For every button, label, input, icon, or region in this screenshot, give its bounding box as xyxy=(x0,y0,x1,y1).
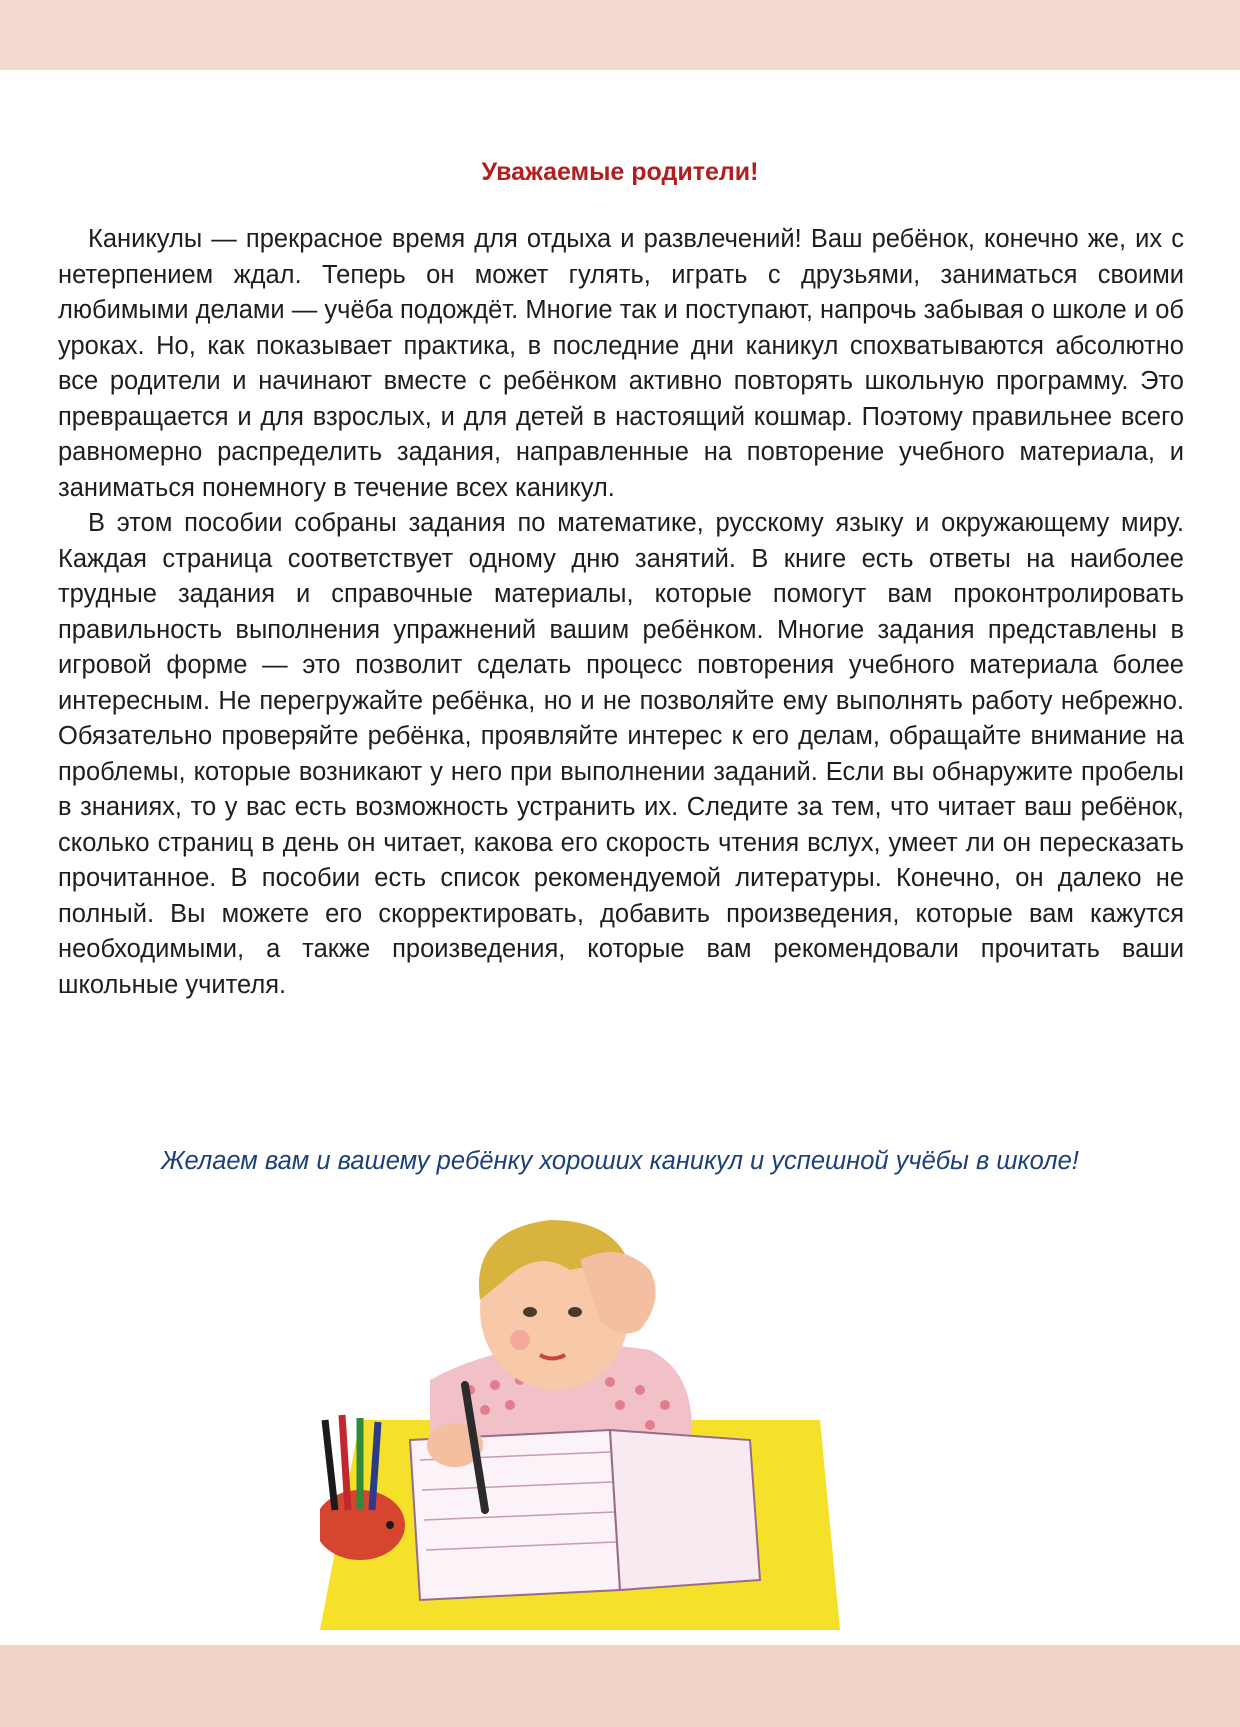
paragraph-1: Каникулы — прекрасное время для отдыха и развлечений! Ваш ребёнок, конечно же, их с нетерпением ждал. Теперь он может гулять, играть с друзьями, заниматься своими любимыми делами — учёба подождёт. Многие так и поступают, напрочь забывая о школе и об уроках. Но, как показывает практика, в последние дни каникул спохватываются абсолютно все родители и начинают вместе с ребёнком активно повторять школьную программу. Это превращается и для взрослых, и для детей в настоящий кошмар. Поэтому правильнее всего равномерно распределить задания, направленные на повторение учебного материала, и заниматься понемногу в течение всех каникул. xyxy=(58,225,1184,502)
pencil xyxy=(325,1420,335,1510)
paragraph-2: В этом пособии собраны задания по математике, русскому языку и окружающему миру. Каждая страница соответствует одному дню занятий. В книге есть ответы на наиболее трудные задания и справочные материалы, которые помогут вам проконтролировать правильность выполнения упражнений вашим ребёнком. Многие задания представлены в игровой форме — это позволит сделать процесс повторения учебного материала более интересным. Не перегружайте ребёнка, но и не позволяйте ему выполнять работу небрежно. Обязательно проверяйте ребёнка, проявляйте интерес к его делам, обращайте внимание на проблемы, которые возникают у него при выполнении заданий. Если вы обнаружите пробелы в знаниях, то у вас есть возможность устранить их. Следите за тем, что читает ваш ребёнок, сколько страниц в день он читает, какова его скорость чтения вслух, умеет ли он пересказать прочитанное. В пособии есть список рекомендуемой литературы. Конечно, он далеко не полный. Вы можете его скорректировать, добавить произведения, которые вам кажутся необходимыми, а также произведения, которые вам рекомендовали прочитать ваши школьные учителя. xyxy=(58,509,1184,999)
page-title: Уважаемые родители! xyxy=(481,158,759,186)
page-bottom-margin xyxy=(0,1645,1240,1727)
boy-cheek xyxy=(510,1330,530,1350)
notebook-right-page xyxy=(610,1430,760,1590)
letter-body xyxy=(58,222,1184,1003)
boy-studying-illustration xyxy=(320,1190,840,1630)
closing-wish: Желаем вам и вашему ребёнку хороших каникул и успешной учёбы в школе! xyxy=(161,1147,1079,1175)
boy-eye xyxy=(568,1307,582,1317)
boy-eye xyxy=(523,1307,537,1317)
